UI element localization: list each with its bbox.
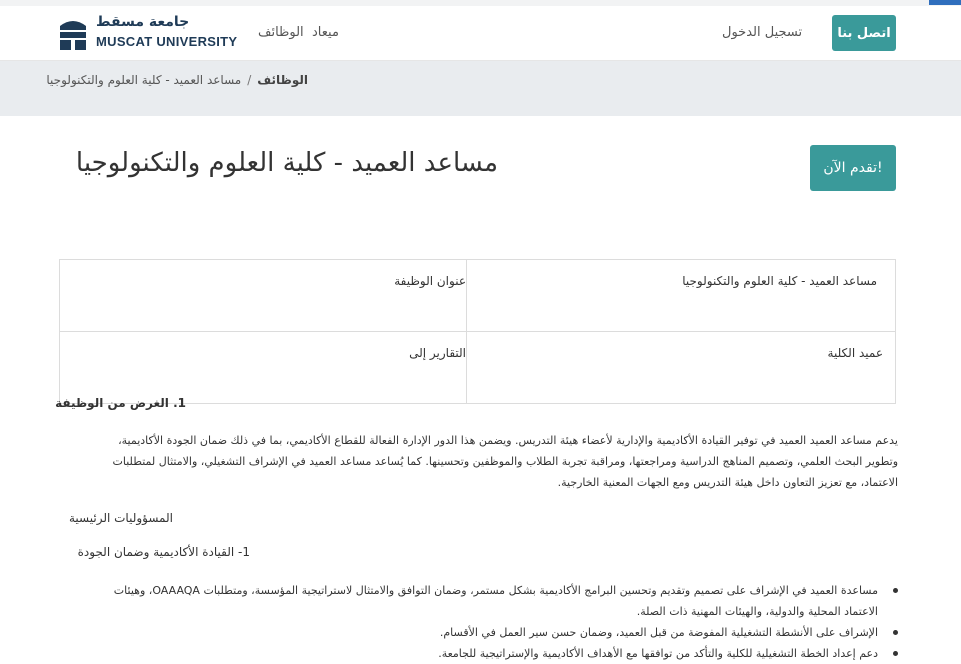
bullet-icon <box>893 630 898 635</box>
breadcrumb-separator: / <box>247 73 252 87</box>
breadcrumb <box>46 73 308 87</box>
table-row <box>60 332 896 404</box>
reports-to-label: التقارير إلى <box>60 332 467 404</box>
apply-now-button[interactable]: تقدم الآن! <box>810 145 896 191</box>
list-item-line: دعم إعداد الخطة التشغيلية للكلية والتأكد من توافقها مع الأهداف الأكاديمية والإستراتيجية للجامعة. <box>438 647 878 660</box>
bullet-icon <box>893 588 898 593</box>
logo-english-text: MUSCAT UNIVERSITY <box>96 34 238 49</box>
contact-button[interactable]: اتصل بنا <box>832 15 896 51</box>
breadcrumb-home[interactable]: الوظائف <box>257 73 308 87</box>
page-title: مساعد العميد - كلية العلوم والتكنولوجيا <box>75 148 498 178</box>
purpose-heading: 1. الغرض من الوظيفة <box>55 396 186 410</box>
list-item <box>58 622 878 643</box>
responsibilities-heading: المسؤوليات الرئيسية <box>68 511 173 525</box>
list-item-line: الاعتماد المحلية والدولية، والهيئات المهنية ذات الصلة. <box>636 605 878 618</box>
login-link[interactable]: تسجيل الدخول <box>722 25 803 40</box>
job-title-value: مساعد العميد - كلية العلوم والتكنولوجيا <box>467 260 896 332</box>
section-heading: 1- القيادة الأكاديمية وضمان الجودة <box>77 545 250 559</box>
purpose-line: وتطوير البحث العلمي، وتصميم المناهج الدراسية ومراجعتها، ومراقبة تجربة الطلاب والموظفين وتحسينها. كما يُساعد مساعد العميد في الإشراف التشغيلي، والامتثال لمتطلبات <box>112 455 898 468</box>
list-item-line: مساعدة العميد في الإشراف على تصميم وتقديم وتحسين البرامج الأكاديمية بشكل مستمر، وضمان التوافق والامتثال لاستراتيجية المؤسسة، ومتطلبات OAAAQA، وهيئات <box>113 584 878 597</box>
bullet-icon <box>893 651 898 656</box>
window-control[interactable] <box>929 0 961 5</box>
purpose-line: يدعم مساعد العميد العميد في توفير القيادة الأكاديمية والإدارية لأعضاء هيئة التدريس. ويضمن هذا الدور الإدارة الفعالة للقطاع الأكاديمي، بما في ذلك ضمان الجودة الأكاديمية، <box>118 434 898 447</box>
purpose-paragraph <box>58 430 898 493</box>
logo-arabic-text: جامعة مسقط <box>96 14 190 30</box>
list-item <box>58 643 878 664</box>
list-item <box>58 580 878 622</box>
breadcrumb-current: مساعد العميد - كلية العلوم والتكنولوجيا <box>46 73 242 87</box>
breadcrumb-bar <box>0 61 961 116</box>
purpose-line: الاعتماد، مع تعزيز التعاون داخل هيئة التدريس ومع الجهات المعنية الخارجية. <box>557 476 898 489</box>
logo-mark-icon <box>58 16 88 50</box>
reports-to-value: عميد الكلية <box>467 332 896 404</box>
nav-item-mi3ad[interactable]: ميعاد <box>312 25 339 40</box>
responsibilities-list <box>58 580 878 664</box>
job-title-label: عنوان الوظيفة <box>60 260 467 332</box>
nav-item-jobs[interactable]: الوظائف <box>258 25 304 40</box>
job-info-table <box>59 259 896 404</box>
list-item-line: الإشراف على الأنشطة التشغيلية المفوضة من قبل العميد، وضمان حسن سير العمل في الأقسام. <box>439 626 878 639</box>
university-logo[interactable] <box>58 14 238 52</box>
table-row <box>60 260 896 332</box>
